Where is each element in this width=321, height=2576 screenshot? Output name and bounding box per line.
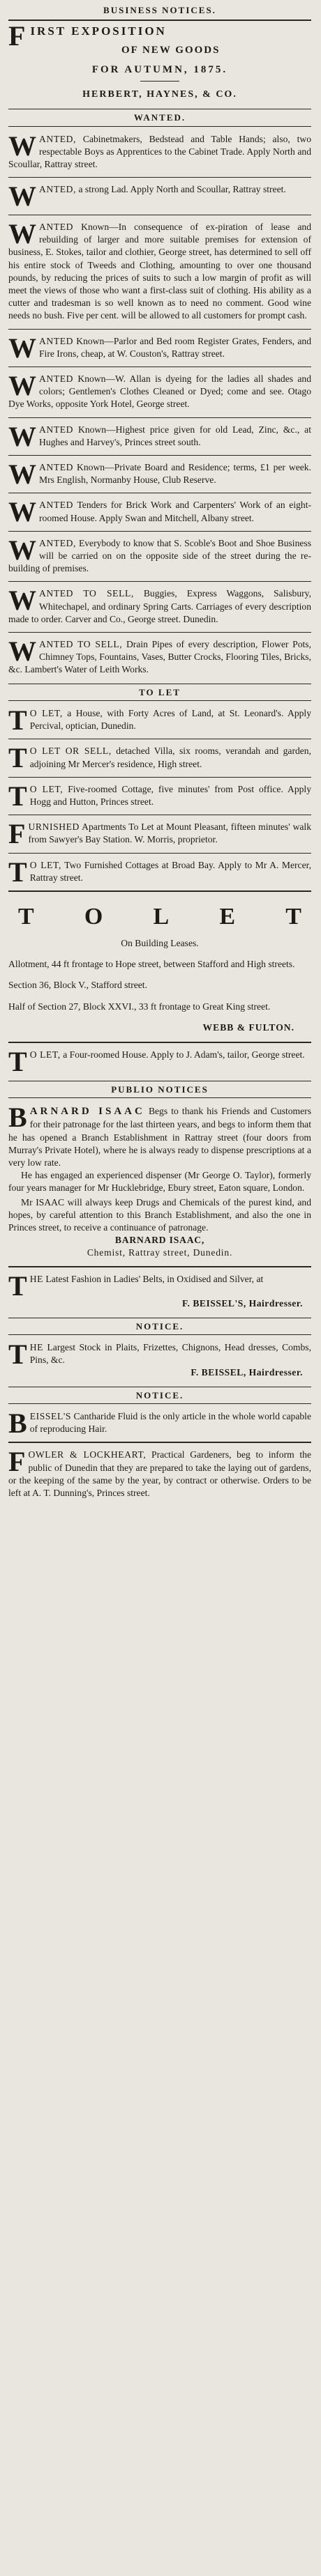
business-notices-header: BUSINESS NOTICES. [8,0,311,21]
ad-heading: ARNARD ISAAC [29,1106,145,1118]
ad-address: Chemist, Rattray street, Dunedin. [87,1247,233,1258]
expo-title: IRST EXPOSITION [30,24,167,38]
barnard-isaac-ad [8,1102,311,1262]
to-let-title: T O L E T [18,904,301,930]
expo-subtitle: OF NEW GOODS [121,45,221,56]
notice-header: NOTICE. [8,1318,311,1335]
ad-body: Known—Highest price given for old Lead, Zinc, &c., at Hughes and Harvey's, Princes street south. [39,424,311,447]
divider [8,455,311,456]
to-let-subtitle: On Building Leases. [121,938,199,949]
drop-cap: W [8,180,36,213]
to-let-ad [8,857,311,887]
drop-cap: T [8,742,27,774]
wanted-ad [8,181,311,211]
to-let-signature: WEBB & FULTON. [202,1021,294,1033]
divider [8,890,311,892]
to-let-row: Allotment, 44 ft frontage to Hope street, between Stafford and High streets. [8,959,295,970]
to-let-ad [8,781,311,811]
notice-header: NOTICE. [8,1387,311,1404]
wanted-ad [8,371,311,414]
drop-cap: W [8,458,36,490]
divider [140,81,179,82]
drop-cap: F [8,818,26,850]
to-let-header: TO LET [8,684,311,701]
divider [8,581,311,582]
drop-cap: W [8,420,36,452]
to-let-ad [8,819,311,849]
to-let-list [8,705,311,887]
drop-cap: W [8,369,36,401]
ad-body: Known—Private Board and Residence; terms, £1 per week. Mrs English, Normanby House, Club Reserve. [39,461,311,486]
ad-body: a strong Lad. Apply North and Scoullar, Rattray street. [78,184,286,195]
drop-cap: W [8,496,36,528]
ad-body: Begs to thank his Friends and Customers for their patronage for the last thirteen years, and begs to inform them that he has opened a Branch Establishment in Rattray street (four doors from Murray's Private Hotel), where he is always ready to dispense prescriptions at a very low rate. [8,1106,311,1168]
ad-body: detached Villa, six rooms, verandah and garden, adjoining Mr Mercer's residence, High street. [29,746,311,769]
drop-cap: W [8,130,36,162]
ad-signature: F. BEISSEL'S, Hairdresser. [181,1298,303,1309]
ad-lead: ANTED, [39,184,77,195]
ad-lead: ANTED [39,424,74,435]
to-let-ad [8,743,311,773]
ad-lead: ANTED TO SELL, [39,588,134,599]
drop-cap: F [8,1446,26,1478]
drop-cap: T [8,704,27,736]
ad-body: He has engaged an experienced dispenser (Mr George O. Taylor), formerly four years manager for Mr Hucklebridge, Ebury street, Eaton square, London. [8,1170,311,1194]
to-let-ad [8,705,311,735]
divider [8,417,311,418]
wanted-ad [8,219,311,325]
ad-lead: ANTED, [39,133,77,144]
cantharide-fluid-ad: B EISSEL'S Cantharide Fluid is the only article in the whole world capable of reproducing Hair. [8,1407,311,1440]
drop-cap: W [8,534,36,566]
fowler-lockheart-ad: F OWLER & LOCKHEART, Practical Gardeners, beg to inform the public of Dunedin that they are prepared to take the laying out of gardens, or the keeping of the same by the year, by contract or otherwise. Orders to be left at A. T. Dunning's, Princes street. [8,1446,311,1499]
drop-cap: T [8,1046,27,1078]
wanted-ad [8,497,311,527]
ad-lead: ANTED TO SELL, [39,639,123,649]
to-let-four-room-ad: T O LET, a Four-roomed House. Apply to J. Adam's, tailor, George street. [8,1046,305,1078]
drop-cap: B [8,1102,27,1134]
plaits-ad: T HE Largest Stock in Plaits, Frizettes, Chignons, Head dresses, Combs, Pins, &c. F. BEISSEL, Hairdresser. [8,1339,311,1382]
divider [8,777,311,778]
ad-lead: ANTED, [39,537,77,548]
drop-cap: T [8,1270,27,1302]
drop-cap: W [8,635,36,667]
ad-body: Known—In consequence of ex-piration of lease and rebuilding of larger and more suitable premises for extension of business, E. Stokes, tailor and clothier, George street, has determined to sell off his entire stock of Tweeds and Clothing, amounting to over one thousand pounds, by reducing the prices of suits to such a low margin of profit as will meet the views of those who want a first-class suit of clothing. His ability as a cutter and tradesman is so well known as to need no comment. Good wine needs no bush. Five per cent. will be allowed to all customers for prompt cash. [8,221,312,321]
ad-lead: ANTED [39,461,74,472]
divider [8,1442,311,1443]
divider [8,1266,311,1267]
ad-body: Apartments To Let at Mount Pleasant, fifteen minutes' walk from Sawyer's Bay Station. W. Morris, proprietor. [28,822,311,845]
ad-lead: ANTED [39,500,74,511]
to-let-row: Section 36, Block V., Stafford street. [8,980,147,991]
wanted-ad [8,333,311,363]
wanted-header: WANTED. [8,109,311,126]
ad-lead: ANTED [39,221,74,232]
drop-cap: T [8,856,27,888]
ad-lead: O LET, [29,859,61,870]
to-let-building-leases-ad [8,895,311,1038]
divider [8,1042,311,1043]
ad-lead: URNISHED [28,822,80,833]
divider [8,632,311,633]
ad-body: Two Furnished Cottages at Broad Bay. Apply to Mr A. Mercer, Rattray street. [29,859,311,883]
ad-lead: O LET, [29,783,64,794]
ad-signature: BARNARD ISAAC, [114,1235,205,1246]
ad-body: Drain Pipes of every description, Flower Pots, Chimney Tops, Fountains, Vases, Butter Crocks, Flooring Tiles, Bricks, &c. Lambert's Water of Leith Works. [8,639,311,675]
divider [8,853,311,854]
expo-season: FOR AUTUMN, 1875. [91,64,228,76]
expo-firm: HERBERT, HAYNES, & CO. [82,89,237,100]
ad-lead: O LET OR SELL, [29,746,112,757]
wanted-ad [8,131,311,174]
wanted-ad [8,459,311,489]
ad-body: Everybody to know that S. Scoble's Boot and Shoe Business will be carried on on the opposite side of the street during the re-building of premises. [8,537,311,574]
ad-body: Five-roomed Cottage, five minutes' from Post office. Apply Hogg and Hutton, Princes street. [29,783,311,808]
divider [8,329,311,330]
divider [8,177,311,178]
ad-body: Mr ISAAC will always keep Drugs and Chemicals of the purest kind, and hopes, by careful attention to this Branch Establishment, and also the one in Princes street, to receive a continuance of patronage. [8,1196,311,1233]
ad-lead: O LET, [29,708,63,719]
to-let-row: Half of Section 27, Block XXVI., 33 ft frontage to Great King street. [8,1001,271,1012]
ad-body: Known—Parlor and Bed room Register Grates, Fenders, and Fire Irons, cheap, at W. Couston's, Rattray street. [39,335,311,359]
divider [8,531,311,532]
drop-cap: T [8,1339,27,1370]
drop-cap: W [8,217,36,249]
drop-cap: T [8,780,27,812]
wanted-ad [8,422,311,452]
ladies-belts-ad: T HE Latest Fashion in Ladies' Belts, in Oxidised and Silver, at F. BEISSEL'S, Hairdresser. [8,1271,311,1313]
exposition-ad [8,21,311,105]
drop-cap: B [8,1407,27,1440]
ad-signature: F. BEISSEL, Hairdresser. [191,1367,303,1378]
ad-body: Tenders for Brick Work and Carpenters' Work of an eight-roomed House. Apply Swan and Mitchell, Albany street. [39,500,312,523]
drop-cap: W [8,585,36,617]
wanted-ad [8,535,311,578]
ad-lead: ANTED [39,373,74,384]
ad-lead: ANTED [39,335,74,346]
drop-cap: F [8,20,28,52]
ad-body: a House, with Forty Acres of Land, at St. Leonard's. Apply Percival, optician, Dunedin. [29,708,311,732]
ad-body: Cabinetmakers, Bedstead and Table Hands; also, two respectable Boys as Apprentices to the Cabinet Trade. Apply North and Scoullar, Rattray street. [8,133,311,169]
ad-body: Buggies, Express Waggons, Salisbury, Whitechapel, and ordinary Spring Carts. Carriages of every description made to order. Carver and Co., George street. Dunedin. [8,588,311,624]
ad-body: Known—W. Allan is dyeing for the ladies all shades and colors; Gentlemen's Clothes Cleaned or Dyed; come and see. Otago Dye Works, opposite York Hotel, George street. [8,373,311,410]
drop-cap: W [8,332,36,364]
wanted-list [8,131,311,679]
public-notices-header: PUBLIO NOTICES [8,1081,311,1098]
wanted-ad [8,585,311,628]
wanted-ad [8,636,311,679]
